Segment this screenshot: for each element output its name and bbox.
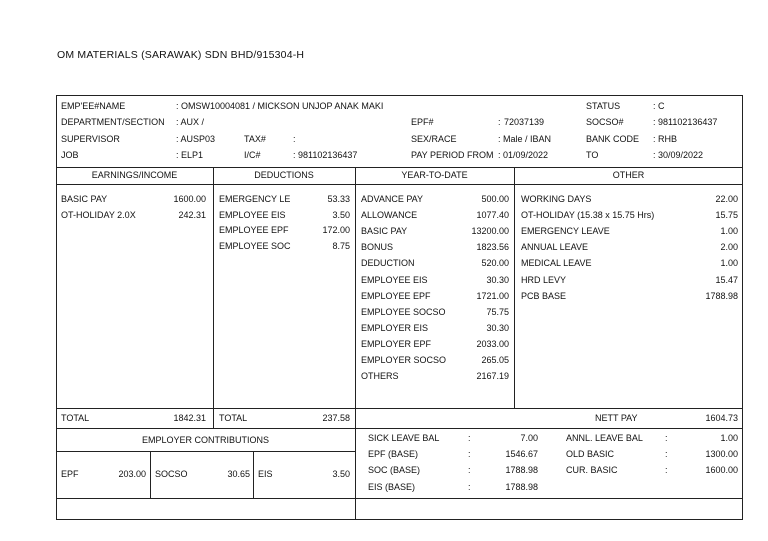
ytd-value: 1077.40 (476, 210, 509, 221)
balance-value: 1788.98 (505, 465, 538, 476)
deductions-value: 53.33 (327, 194, 350, 204)
pay-period-value: : 01/09/2022 (498, 150, 549, 160)
ytd-value: 265.05 (481, 355, 509, 365)
ytd-value: 30.30 (486, 274, 509, 285)
status-value: : C (653, 101, 665, 111)
deductions-header: DEDUCTIONS (254, 170, 314, 180)
ytd-value: 2033.00 (476, 338, 509, 349)
pay-period-label: PAY PERIOD FROM (411, 150, 494, 160)
ytd-label: BONUS (361, 242, 394, 253)
tax-label: TAX# (244, 134, 266, 144)
divider (56, 498, 743, 499)
job-label: JOB (61, 150, 79, 160)
ytd-label: EMPLOYEE EIS (361, 274, 428, 285)
ytd-value: 520.00 (481, 258, 509, 269)
ytd-label: EMPLOYEE SOCSO (361, 306, 446, 317)
other-value: 2.00 (720, 242, 738, 253)
employer-eis-label: EIS (258, 469, 273, 479)
balance-colon-2: : (665, 433, 668, 443)
period-to-label: TO (586, 150, 599, 160)
ytd-value: 30.30 (486, 322, 509, 333)
deductions-label: EMPLOYEE EIS (219, 209, 286, 220)
sex-race-label: SEX/RACE (411, 134, 457, 144)
balance-colon: : (468, 449, 471, 460)
balance-value-2: 1.00 (720, 433, 738, 443)
balance-label: SICK LEAVE BAL (368, 433, 440, 443)
employer-epf-value: 203.00 (118, 469, 146, 479)
deductions-value: 172.00 (322, 225, 350, 235)
department-value: : AUX / (176, 117, 205, 127)
ytd-value: 1721.00 (476, 290, 509, 301)
ytd-label: EMPLOYER EPF (361, 338, 432, 349)
period-to-value: : 30/09/2022 (653, 150, 704, 160)
sex-race-value: : Male / IBAN (498, 134, 552, 144)
ytd-value: 13200.00 (471, 226, 509, 237)
balance-label: EPF (BASE) (368, 449, 419, 460)
ytd-label: EMPLOYER EIS (361, 322, 429, 333)
other-value: 15.47 (715, 274, 738, 285)
other-header: OTHER (612, 170, 645, 180)
balance-value: 1788.98 (505, 481, 538, 492)
other-value: 1.00 (720, 226, 738, 237)
other-value: 1788.98 (705, 290, 738, 301)
emp-name-value: : OMSW10004081 / MICKSON UNJOP ANAK MAKI (176, 101, 384, 111)
emp-name-label: EMP'EE#NAME (61, 101, 126, 111)
nett-pay-value: 1604.73 (705, 413, 738, 423)
epf-number-colon: : (498, 117, 501, 127)
divider (253, 451, 254, 498)
divider (514, 167, 515, 408)
other-label: HRD LEVY (521, 274, 567, 285)
deductions-label: EMERGENCY LE (219, 194, 291, 204)
earnings-value: 1600.00 (173, 194, 206, 204)
earnings-label: OT-HOLIDAY 2.0X (61, 209, 136, 220)
balance-colon: : (468, 433, 471, 443)
balance-label-2: ANNL. LEAVE BAL (566, 433, 643, 443)
status-label: STATUS (586, 101, 621, 111)
ic-label: I/C# (244, 150, 261, 160)
ytd-label: ALLOWANCE (361, 210, 418, 221)
balance-label-2: CUR. BASIC (566, 465, 618, 476)
other-label: MEDICAL LEAVE (521, 258, 592, 269)
balance-label: SOC (BASE) (368, 465, 421, 476)
employer-contributions-title: EMPLOYER CONTRIBUTIONS (141, 435, 269, 445)
balance-colon: : (468, 465, 471, 476)
other-label: OT-HOLIDAY (15.38 x 15.75 Hrs) (521, 210, 655, 221)
earnings-header: EARNINGS/INCOME (91, 170, 178, 180)
balance-colon-2: : (665, 449, 668, 460)
deductions-value: 3.50 (332, 209, 350, 220)
balance-label-2: OLD BASIC (566, 449, 615, 460)
other-value: 15.75 (715, 210, 738, 221)
bank-code-label: BANK CODE (586, 134, 640, 144)
balance-value-2: 1600.00 (705, 465, 738, 476)
epf-number-value: 72037139 (504, 117, 545, 127)
ytd-label: OTHERS (361, 371, 399, 382)
other-label: ANNUAL LEAVE (521, 242, 589, 253)
ytd-label: DEDUCTION (361, 258, 415, 269)
ytd-label: EMPLOYER SOCSO (361, 355, 447, 365)
divider (56, 167, 743, 168)
other-label: PCB BASE (521, 290, 567, 301)
earnings-label: BASIC PAY (61, 194, 108, 204)
employer-epf-label: EPF (61, 469, 79, 479)
divider (213, 167, 214, 428)
company-name: OM MATERIALS (SARAWAK) SDN BHD/915304-H (57, 49, 305, 61)
earnings-total-label: TOTAL (61, 413, 90, 423)
supervisor-label: SUPERVISOR (61, 134, 120, 144)
divider (355, 167, 356, 520)
divider (150, 451, 151, 498)
balance-value: 7.00 (520, 433, 538, 443)
divider (56, 408, 743, 409)
ytd-label: ADVANCE PAY (361, 194, 424, 204)
ytd-value: 2167.19 (476, 371, 509, 382)
divider (56, 451, 355, 452)
balance-colon-2: : (665, 465, 668, 476)
ytd-header: YEAR-TO-DATE (401, 170, 468, 180)
ytd-value: 75.75 (486, 306, 509, 317)
deductions-value: 8.75 (332, 240, 350, 251)
supervisor-value: : AUSP03 (176, 134, 216, 144)
ytd-value: 500.00 (481, 194, 509, 204)
balance-value: 1546.67 (505, 449, 538, 460)
employer-socso-label: SOCSO (155, 469, 188, 479)
divider (56, 184, 743, 185)
bank-code-value: : RHB (653, 134, 678, 144)
socso-number-value: : 981102136437 (653, 117, 718, 127)
other-value: 22.00 (715, 194, 738, 204)
balance-value-2: 1300.00 (705, 449, 738, 460)
epf-number-label: EPF# (411, 117, 434, 127)
employer-socso-value: 30.65 (227, 469, 250, 479)
other-value: 1.00 (720, 258, 738, 269)
tax-value: : (293, 134, 296, 144)
socso-number-label: SOCSO# (586, 117, 624, 127)
divider (56, 428, 743, 429)
deductions-total-value: 237.58 (322, 413, 350, 423)
department-label: DEPARTMENT/SECTION (61, 117, 165, 127)
balance-label: EIS (BASE) (368, 481, 416, 492)
other-label: EMERGENCY LEAVE (521, 226, 610, 237)
ic-value: : 981102136437 (293, 150, 358, 160)
job-value: : ELP1 (176, 150, 204, 160)
deductions-label: EMPLOYEE SOC (219, 240, 291, 251)
ytd-value: 1823.56 (476, 242, 509, 253)
other-label: WORKING DAYS (521, 194, 592, 204)
balance-colon: : (468, 481, 471, 492)
deductions-label: EMPLOYEE EPF (219, 225, 289, 235)
nett-pay-label: NETT PAY (595, 413, 638, 423)
earnings-total-value: 1842.31 (173, 413, 206, 423)
deductions-total-label: TOTAL (219, 413, 248, 423)
earnings-value: 242.31 (178, 209, 206, 220)
employer-eis-value: 3.50 (332, 469, 350, 479)
ytd-label: EMPLOYEE EPF (361, 290, 431, 301)
ytd-label: BASIC PAY (361, 226, 408, 237)
